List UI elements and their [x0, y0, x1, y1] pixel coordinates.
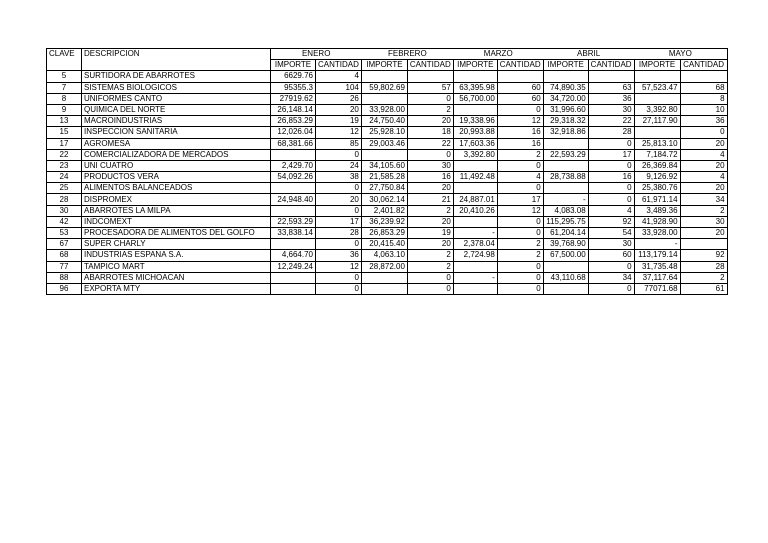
cell-importe: 6629.76 — [271, 71, 316, 82]
cell-cantidad: 16 — [407, 172, 453, 183]
header-month-febrero: FEBRERO — [361, 49, 453, 60]
cell-cantidad: 0 — [497, 104, 543, 115]
cell-importe — [453, 283, 497, 294]
cell-importe: 26,853.29 — [361, 228, 407, 239]
cell-importe — [453, 183, 497, 194]
cell-importe: - — [543, 194, 588, 205]
cell-importe: - — [453, 272, 497, 283]
cell-cantidad: 20 — [680, 138, 727, 149]
cell-cantidad: 0 — [497, 283, 543, 294]
cell-cantidad: 60 — [497, 82, 543, 93]
cell-importe — [543, 160, 588, 171]
cell-cantidad: 104 — [316, 82, 362, 93]
cell-clave: 7 — [47, 82, 82, 93]
cell-cantidad: 2 — [497, 239, 543, 250]
table-row — [47, 82, 728, 93]
cell-clave: 8 — [47, 93, 82, 104]
cell-cantidad: 19 — [407, 228, 453, 239]
cell-descripcion: INDCOMEXT — [82, 216, 271, 227]
cell-descripcion: TAMPICO MART — [82, 261, 271, 272]
cell-clave: 17 — [47, 138, 82, 149]
header-month-abril: ABRIL — [543, 49, 634, 60]
cell-descripcion: ABARROTES MICHOACAN — [82, 272, 271, 283]
cell-cantidad: 16 — [497, 138, 543, 149]
cell-cantidad: 12 — [497, 205, 543, 216]
cell-cantidad: 30 — [680, 216, 727, 227]
cell-cantidad: 57 — [407, 82, 453, 93]
cell-descripcion: INSPECCION SANITARIA — [82, 127, 271, 138]
cell-descripcion: AGROMESA — [82, 138, 271, 149]
cell-cantidad: 0 — [316, 205, 362, 216]
cell-importe — [453, 216, 497, 227]
cell-clave: 5 — [47, 71, 82, 82]
cell-cantidad: 92 — [588, 216, 634, 227]
cell-importe — [361, 283, 407, 294]
cell-cantidad: 0 — [497, 183, 543, 194]
cell-importe: 9,126.92 — [634, 172, 680, 183]
cell-importe: 33,928.00 — [361, 104, 407, 115]
header-clave-blank — [47, 60, 82, 71]
cell-cantidad: 2 — [407, 205, 453, 216]
cell-importe: 95355.3 — [271, 82, 316, 93]
cell-cantidad: 34 — [588, 272, 634, 283]
cell-cantidad — [680, 71, 727, 82]
cell-importe: 29,318.32 — [543, 116, 588, 127]
cell-cantidad: 0 — [588, 183, 634, 194]
cell-cantidad: 17 — [497, 194, 543, 205]
cell-cantidad: 0 — [680, 127, 727, 138]
cell-cantidad: 0 — [497, 272, 543, 283]
cell-cantidad: 36 — [588, 93, 634, 104]
cell-importe — [453, 104, 497, 115]
cell-descripcion: MACROINDUSTRIAS — [82, 116, 271, 127]
cell-cantidad: 17 — [588, 149, 634, 160]
cell-importe: 24,887.01 — [453, 194, 497, 205]
cell-importe: 2,378.04 — [453, 239, 497, 250]
cell-cantidad: 85 — [316, 138, 362, 149]
table-row — [47, 283, 728, 294]
cell-importe: 4,063.10 — [361, 250, 407, 261]
cell-cantidad: 12 — [316, 261, 362, 272]
cell-clave: 23 — [47, 160, 82, 171]
table-row — [47, 183, 728, 194]
cell-cantidad: 22 — [588, 116, 634, 127]
cell-cantidad: 36 — [680, 116, 727, 127]
cell-cantidad: 4 — [680, 149, 727, 160]
cell-cantidad: 4 — [497, 172, 543, 183]
cell-importe: 11,492.48 — [453, 172, 497, 183]
cell-cantidad: 28 — [588, 127, 634, 138]
header-month-mayo: MAYO — [634, 49, 727, 60]
cell-cantidad: 21 — [407, 194, 453, 205]
cell-importe: 25,380.76 — [634, 183, 680, 194]
cell-clave: 53 — [47, 228, 82, 239]
cell-importe: 41,928.90 — [634, 216, 680, 227]
cell-importe: 26,369.84 — [634, 160, 680, 171]
cell-descripcion: ABARROTES LA MILPA — [82, 205, 271, 216]
cell-importe: 2,429.70 — [271, 160, 316, 171]
cell-importe — [634, 71, 680, 82]
cell-cantidad: 30 — [588, 239, 634, 250]
header-importe: IMPORTE — [543, 60, 588, 71]
cell-importe: 4,664.70 — [271, 250, 316, 261]
cell-cantidad: 16 — [497, 127, 543, 138]
header-importe: IMPORTE — [453, 60, 497, 71]
cell-cantidad — [680, 239, 727, 250]
cell-importe — [634, 93, 680, 104]
cell-cantidad: 61 — [680, 283, 727, 294]
cell-descripcion: UNIFORMES CANTO — [82, 93, 271, 104]
table-row — [47, 93, 728, 104]
cell-clave: 96 — [47, 283, 82, 294]
cell-cantidad: 38 — [316, 172, 362, 183]
cell-cantidad: 20 — [680, 228, 727, 239]
cell-descripcion: SUPER CHARLY — [82, 239, 271, 250]
cell-cantidad: 60 — [497, 93, 543, 104]
cell-cantidad: 10 — [680, 104, 727, 115]
cell-importe: 61,971.14 — [634, 194, 680, 205]
header-row-subcols — [47, 60, 728, 71]
cell-cantidad: 20 — [680, 160, 727, 171]
cell-importe: 74,890.35 — [543, 82, 588, 93]
cell-importe: 25,813.10 — [634, 138, 680, 149]
cell-descripcion: QUIMICA DEL NORTE — [82, 104, 271, 115]
header-clave: CLAVE — [47, 49, 82, 60]
cell-importe: 19,338.96 — [453, 116, 497, 127]
table-row — [47, 172, 728, 183]
cell-importe: 28,872.00 — [361, 261, 407, 272]
cell-importe: 30,062.14 — [361, 194, 407, 205]
table-row — [47, 228, 728, 239]
header-month-enero: ENERO — [271, 49, 362, 60]
cell-importe — [634, 127, 680, 138]
cell-cantidad: 2 — [407, 104, 453, 115]
cell-cantidad: 28 — [316, 228, 362, 239]
header-descripcion-blank — [82, 60, 271, 71]
cell-importe: 61,204.14 — [543, 228, 588, 239]
cell-cantidad — [588, 71, 634, 82]
cell-cantidad: 0 — [407, 272, 453, 283]
cell-cantidad: 20 — [407, 239, 453, 250]
cell-importe: 43,110.68 — [543, 272, 588, 283]
cell-cantidad: 60 — [588, 250, 634, 261]
cell-cantidad: 8 — [680, 93, 727, 104]
header-cantidad: CANTIDAD — [497, 60, 543, 71]
cell-importe — [453, 71, 497, 82]
cell-importe — [361, 272, 407, 283]
cell-importe: - — [453, 228, 497, 239]
cell-descripcion: INDUSTRIAS ESPANA S.A. — [82, 250, 271, 261]
header-cantidad: CANTIDAD — [316, 60, 362, 71]
cell-cantidad: 36 — [316, 250, 362, 261]
cell-cantidad: 20 — [316, 104, 362, 115]
table-row — [47, 138, 728, 149]
cell-cantidad: 0 — [588, 283, 634, 294]
cell-importe: 20,410.26 — [453, 205, 497, 216]
cell-cantidad: 2 — [680, 205, 727, 216]
cell-clave: 24 — [47, 172, 82, 183]
cell-importe: 24,750.40 — [361, 116, 407, 127]
header-row-months — [47, 49, 728, 60]
cell-descripcion: PRODUCTOS VERA — [82, 172, 271, 183]
cell-cantidad: 20 — [407, 183, 453, 194]
cell-importe: 24,948.40 — [271, 194, 316, 205]
cell-importe — [361, 149, 407, 160]
cell-clave: 22 — [47, 149, 82, 160]
cell-cantidad: 20 — [407, 216, 453, 227]
cell-importe: 37,117.64 — [634, 272, 680, 283]
cell-importe: 32,918.86 — [543, 127, 588, 138]
cell-cantidad: 4 — [680, 172, 727, 183]
cell-cantidad: 0 — [407, 93, 453, 104]
cell-descripcion: EXPORTA MTY — [82, 283, 271, 294]
cell-cantidad: 54 — [588, 228, 634, 239]
cell-cantidad: 12 — [316, 127, 362, 138]
cell-cantidad: 92 — [680, 250, 727, 261]
cell-importe — [271, 272, 316, 283]
cell-cantidad: 20 — [680, 183, 727, 194]
cell-importe: 20,993.88 — [453, 127, 497, 138]
cell-importe: 68,381.66 — [271, 138, 316, 149]
cell-importe: 77071.68 — [634, 283, 680, 294]
cell-clave: 30 — [47, 205, 82, 216]
cell-importe: 113,179.14 — [634, 250, 680, 261]
cell-importe: 4,083.08 — [543, 205, 588, 216]
cell-cantidad: 20 — [316, 194, 362, 205]
cell-importe: 27919.62 — [271, 93, 316, 104]
cell-importe — [361, 71, 407, 82]
cell-cantidad: 30 — [407, 160, 453, 171]
cell-importe: 36,239.92 — [361, 216, 407, 227]
cell-importe — [271, 183, 316, 194]
cell-cantidad: 17 — [316, 216, 362, 227]
cell-cantidad: 0 — [588, 138, 634, 149]
cell-cantidad: 4 — [316, 71, 362, 82]
cell-cantidad: 2 — [407, 250, 453, 261]
cell-descripcion: COMERCIALIZADORA DE MERCADOS — [82, 149, 271, 160]
cell-importe: 22,593.29 — [543, 149, 588, 160]
cell-importe: 34,105.60 — [361, 160, 407, 171]
cell-clave: 25 — [47, 183, 82, 194]
cell-importe: 54,092.26 — [271, 172, 316, 183]
cell-cantidad: 30 — [588, 104, 634, 115]
table-row — [47, 250, 728, 261]
cell-importe: 3,392.80 — [453, 149, 497, 160]
cell-clave: 9 — [47, 104, 82, 115]
cell-clave: 88 — [47, 272, 82, 283]
cell-importe: 20,415.40 — [361, 239, 407, 250]
cell-cantidad: 0 — [316, 149, 362, 160]
cell-cantidad: 0 — [588, 194, 634, 205]
cell-descripcion: ALIMENTOS BALANCEADOS — [82, 183, 271, 194]
cell-importe: 27,750.84 — [361, 183, 407, 194]
table-row — [47, 116, 728, 127]
table-row — [47, 71, 728, 82]
cell-cantidad: 0 — [497, 261, 543, 272]
cell-descripcion: UNI CUATRO — [82, 160, 271, 171]
cell-importe: 39,768.90 — [543, 239, 588, 250]
cell-cantidad — [497, 71, 543, 82]
cell-importe — [361, 93, 407, 104]
cell-importe: - — [634, 239, 680, 250]
cell-clave: 15 — [47, 127, 82, 138]
table-row — [47, 127, 728, 138]
table-row — [47, 272, 728, 283]
cell-importe: 63,395.98 — [453, 82, 497, 93]
cell-cantidad: 28 — [680, 261, 727, 272]
header-descripcion: DESCRIPCION — [82, 49, 271, 60]
cell-importe: 12,249.24 — [271, 261, 316, 272]
cell-importe — [543, 138, 588, 149]
table-row — [47, 160, 728, 171]
cell-cantidad: 0 — [497, 160, 543, 171]
cell-cantidad: 2 — [680, 272, 727, 283]
table-row — [47, 216, 728, 227]
header-cantidad: CANTIDAD — [680, 60, 727, 71]
cell-importe: 28,738.88 — [543, 172, 588, 183]
cell-cantidad: 2 — [497, 250, 543, 261]
cell-importe: 25,928.10 — [361, 127, 407, 138]
cell-cantidad: 0 — [316, 283, 362, 294]
header-importe: IMPORTE — [634, 60, 680, 71]
cell-importe: 59,802.69 — [361, 82, 407, 93]
header-month-marzo: MARZO — [453, 49, 543, 60]
header-cantidad: CANTIDAD — [407, 60, 453, 71]
cell-cantidad: 26 — [316, 93, 362, 104]
cell-importe: 3,489.36 — [634, 205, 680, 216]
cell-descripcion: PROCESADORA DE ALIMENTOS DEL GOLFO — [82, 228, 271, 239]
cell-importe: 31,735.48 — [634, 261, 680, 272]
cell-importe: 33,838.14 — [271, 228, 316, 239]
cell-importe — [271, 239, 316, 250]
cell-importe — [271, 149, 316, 160]
cell-cantidad: 12 — [497, 116, 543, 127]
cell-cantidad: 22 — [407, 138, 453, 149]
cell-cantidad: 0 — [316, 272, 362, 283]
cell-importe: 26,853.29 — [271, 116, 316, 127]
cell-importe — [453, 160, 497, 171]
cell-importe: 3,392.80 — [634, 104, 680, 115]
cell-cantidad: 2 — [407, 261, 453, 272]
cell-importe: 31,996.60 — [543, 104, 588, 115]
cell-importe: 17,603.36 — [453, 138, 497, 149]
table-row — [47, 205, 728, 216]
cell-importe: 33,928.00 — [634, 228, 680, 239]
cell-cantidad: 63 — [588, 82, 634, 93]
cell-cantidad: 0 — [588, 261, 634, 272]
cell-clave: 42 — [47, 216, 82, 227]
cell-clave: 13 — [47, 116, 82, 127]
header-importe: IMPORTE — [271, 60, 316, 71]
table-body — [47, 71, 728, 295]
cell-cantidad: 0 — [497, 228, 543, 239]
table-row — [47, 239, 728, 250]
cell-importe: 12,026.04 — [271, 127, 316, 138]
cell-cantidad — [407, 71, 453, 82]
cell-cantidad: 24 — [316, 160, 362, 171]
cell-importe: 27,117.90 — [634, 116, 680, 127]
cell-importe: 34,720.00 — [543, 93, 588, 104]
cell-cantidad: 0 — [588, 160, 634, 171]
cell-cantidad: 16 — [588, 172, 634, 183]
cell-descripcion: SURTIDORA DE ABARROTES — [82, 71, 271, 82]
cell-clave: 77 — [47, 261, 82, 272]
cell-importe: 56,700.00 — [453, 93, 497, 104]
cell-cantidad: 68 — [680, 82, 727, 93]
cell-importe: 2,724.98 — [453, 250, 497, 261]
sales-table — [46, 48, 728, 295]
table-row — [47, 104, 728, 115]
header-importe: IMPORTE — [361, 60, 407, 71]
cell-cantidad: 0 — [407, 149, 453, 160]
cell-cantidad: 19 — [316, 116, 362, 127]
cell-importe — [271, 205, 316, 216]
cell-cantidad: 18 — [407, 127, 453, 138]
cell-cantidad: 4 — [588, 205, 634, 216]
cell-importe — [543, 71, 588, 82]
header-cantidad: CANTIDAD — [588, 60, 634, 71]
cell-descripcion: SISTEMAS BIOLOGICOS — [82, 82, 271, 93]
cell-cantidad: 0 — [316, 239, 362, 250]
cell-importe: 22,593.29 — [271, 216, 316, 227]
table-row — [47, 261, 728, 272]
cell-clave: 68 — [47, 250, 82, 261]
cell-importe: 26,148.14 — [271, 104, 316, 115]
cell-cantidad: 0 — [316, 183, 362, 194]
cell-cantidad: 0 — [497, 216, 543, 227]
cell-cantidad: 20 — [407, 116, 453, 127]
cell-importe — [543, 261, 588, 272]
cell-importe — [543, 183, 588, 194]
cell-cantidad: 34 — [680, 194, 727, 205]
table-row — [47, 194, 728, 205]
table-row — [47, 149, 728, 160]
cell-importe — [543, 283, 588, 294]
cell-importe: 67,500.00 — [543, 250, 588, 261]
cell-importe: 29,003.46 — [361, 138, 407, 149]
cell-clave: 67 — [47, 239, 82, 250]
cell-importe: 21,585.28 — [361, 172, 407, 183]
cell-cantidad: 2 — [497, 149, 543, 160]
cell-clave: 28 — [47, 194, 82, 205]
cell-importe: 7,184.72 — [634, 149, 680, 160]
cell-importe: 115,295.75 — [543, 216, 588, 227]
cell-importe — [453, 261, 497, 272]
cell-importe — [271, 283, 316, 294]
cell-importe: 2,401.82 — [361, 205, 407, 216]
cell-descripcion: DISPROMEX — [82, 194, 271, 205]
cell-importe: 57,523.47 — [634, 82, 680, 93]
cell-cantidad: 0 — [407, 283, 453, 294]
